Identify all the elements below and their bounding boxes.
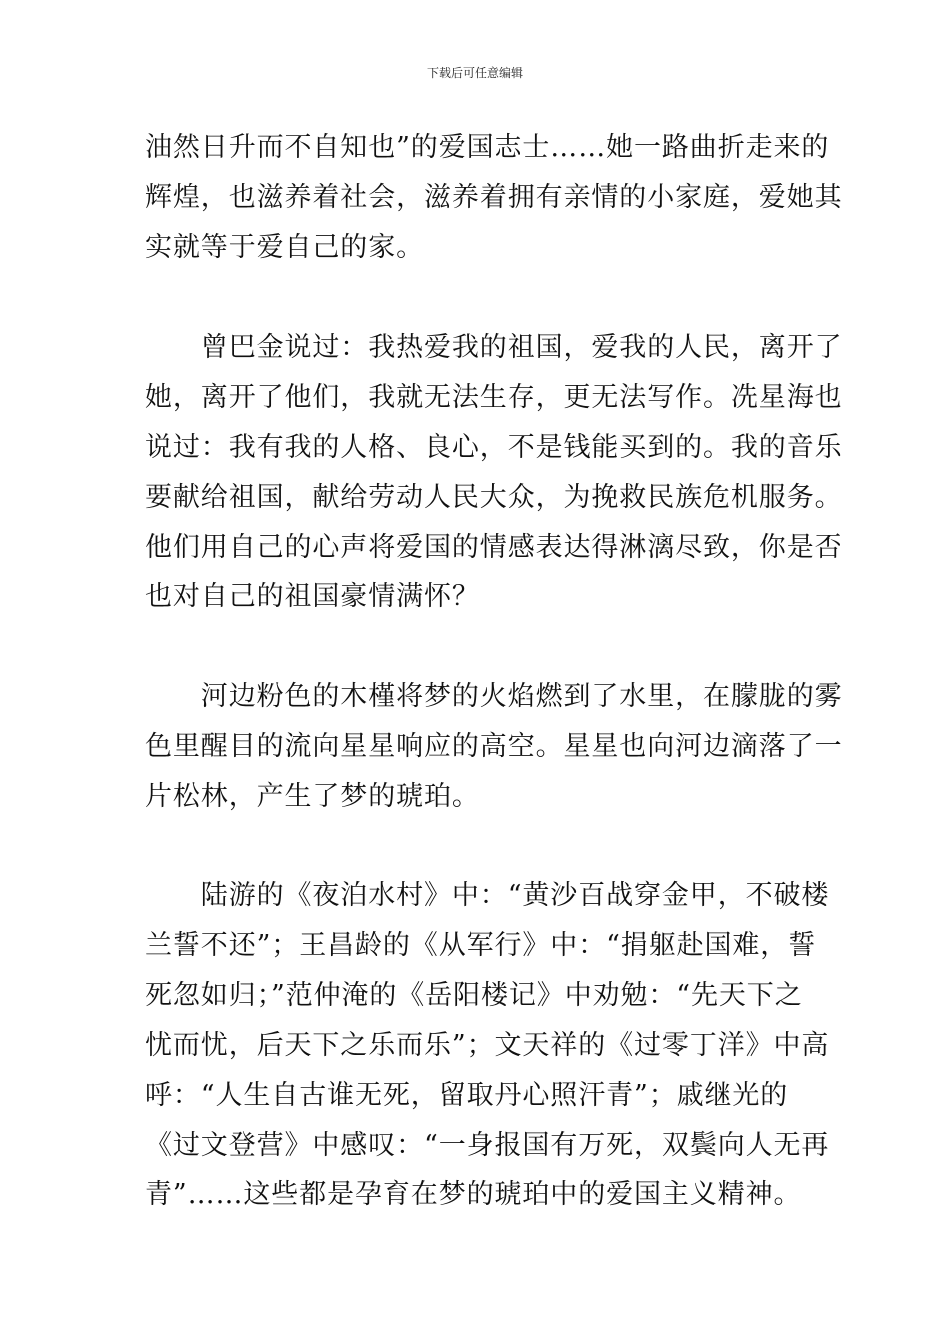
text-line: 说过：我有我的人格、良心，不是钱能买到的。我的音乐 [145,432,843,463]
text-line: 油然日升而不自知也”的爱国志士……她一路曲折走来的 [145,132,830,163]
text-line: 色里醒目的流向星星响应的高空。星星也向河边滴落了一 [145,731,843,762]
text-line: 片松林，产生了梦的琥珀。 [145,781,480,812]
text-line: 《过文登营》中感叹：“一身报国有万死，双鬓向人无再 [145,1130,830,1161]
text-line: 也对自己的祖国豪情满怀？ [145,581,480,612]
text-line: 兰誓不还”；王昌龄的《从军行》中：“捐躯赴国难，誓 [145,930,817,961]
text-line: 陆游的《夜泊水村》中：“黄沙百战穿金甲，不破楼 [145,880,830,911]
text-line: 河边粉色的木槿将梦的火焰燃到了水里，在朦胧的雾 [145,681,843,712]
text-line: 曾巴金说过：我热爱我的祖国，爱我的人民，离开了 [145,332,843,363]
text-line: 死忽如归；”范仲淹的《岳阳楼记》中劝勉：“先天下之 [145,980,803,1011]
text-line: 要献给祖国，献给劳动人民大众，为挽救民族危机服务。 [145,482,843,513]
text-line: 忧而忧，后天下之乐而乐”；文天祥的《过零丁洋》中高 [145,1030,830,1061]
page-header-note: 下载后可任意编辑 [426,66,523,80]
text-line: 她，离开了他们，我就无法生存，更无法写作。冼星海也 [145,382,843,413]
text-line: 他们用自己的心声将爱国的情感表达得淋漓尽致，你是否 [145,532,843,563]
text-line: 呼：“人生自古谁无死，留取丹心照汗青”；戚继光的 [145,1080,789,1111]
text-line: 实就等于爱自己的家。 [145,232,424,263]
text-line: 辉煌，也滋养着社会，滋养着拥有亲情的小家庭，爱她其 [145,182,843,213]
text-line: 青”……这些都是孕育在梦的琥珀中的爱国主义精神。 [145,1179,802,1210]
